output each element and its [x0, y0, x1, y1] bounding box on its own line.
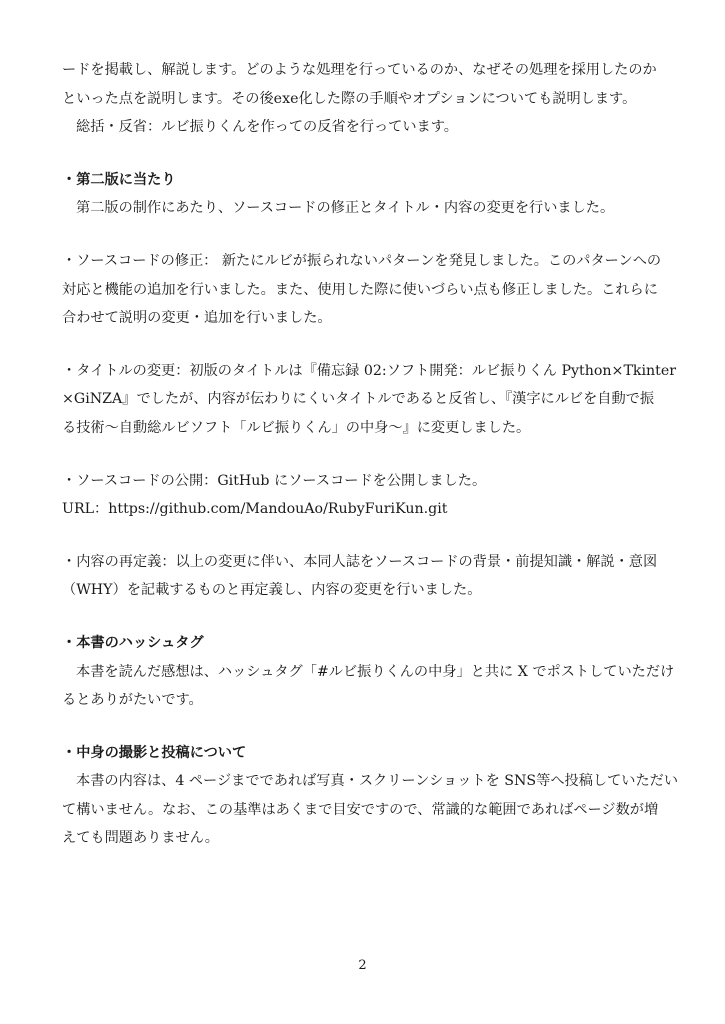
page-body [62, 56, 679, 853]
repository-url: URL：https://github.com/MandouAo/RubyFuriKun.git [62, 501, 448, 518]
page-number: 2 [358, 958, 367, 973]
body-text-line: ×GiNZA』でしたが、内容が伝わりにくいタイトルであると反省し、『漢字にルビを自動で振 [62, 391, 655, 408]
body-text-line: る技術〜自動総ルビソフト「ルビ振りくん」の中身〜』に変更しました。 [62, 419, 531, 436]
body-text-line: ードを掲載し、解説します。どのような処理を行っているのか、なぜその処理を採用したのか [62, 62, 657, 78]
body-text-line: （WHY）を記載するものと再定義し、内容の変更を行いました。 [62, 582, 482, 599]
body-text-line: ・ソースコードの公開：GitHub にソースコードを公開しました。 [62, 472, 487, 489]
body-text-line: えても問題ありません。 [62, 830, 219, 847]
section-heading-second-edition: ・第二版に当たり [62, 171, 176, 188]
body-text-line: 本書の内容は、4 ページまでであれば写真・スクリーンショットを SNS等へ投稿していただい [76, 773, 679, 790]
body-text-line: ・内容の再定義：以上の変更に伴い、本同人誌をソースコードの背景・前提知識・解説・意図 [62, 553, 658, 570]
body-text-line: といった点を説明します。その後exe化した際の手順やオプションについても説明します。 [62, 90, 637, 107]
body-text-line: るとありがたいです。 [62, 692, 203, 709]
body-text-line: 本書を読んだ感想は、ハッシュタグ「#ルビ振りくんの中身」と共に X でポストしていただけ [76, 663, 675, 680]
body-text-line: ・ソースコードの修正： 新たにルビが振られないパターンを発見しました。このパターンへの [62, 252, 662, 269]
body-text-line: 対応と機能の追加を行いました。また、使用した際に使いづらい点も修正しました。これらに [62, 281, 658, 298]
body-text-line: ・タイトルの変更：初版のタイトルは『備忘録 02:ソフト開発：ルビ振りくん Python×Tkinter [62, 362, 677, 379]
body-text-line: て構いません。なお、この基準はあくまで目安ですので、常識的な範囲であればページ数が増 [62, 801, 659, 818]
body-text-line: 合わせて説明の変更・追加を行いました。 [62, 310, 332, 327]
body-text-line: 第二版の制作にあたり、ソースコードの修正とタイトル・内容の変更を行いました。 [76, 200, 615, 217]
section-heading-photo-posting: ・中身の撮影と投稿について [62, 744, 247, 761]
section-heading-hashtag: ・本書のハッシュタグ [62, 634, 204, 651]
body-text-line: 総括・反省：ルビ振りくんを作っての反省を行っています。 [76, 119, 458, 136]
